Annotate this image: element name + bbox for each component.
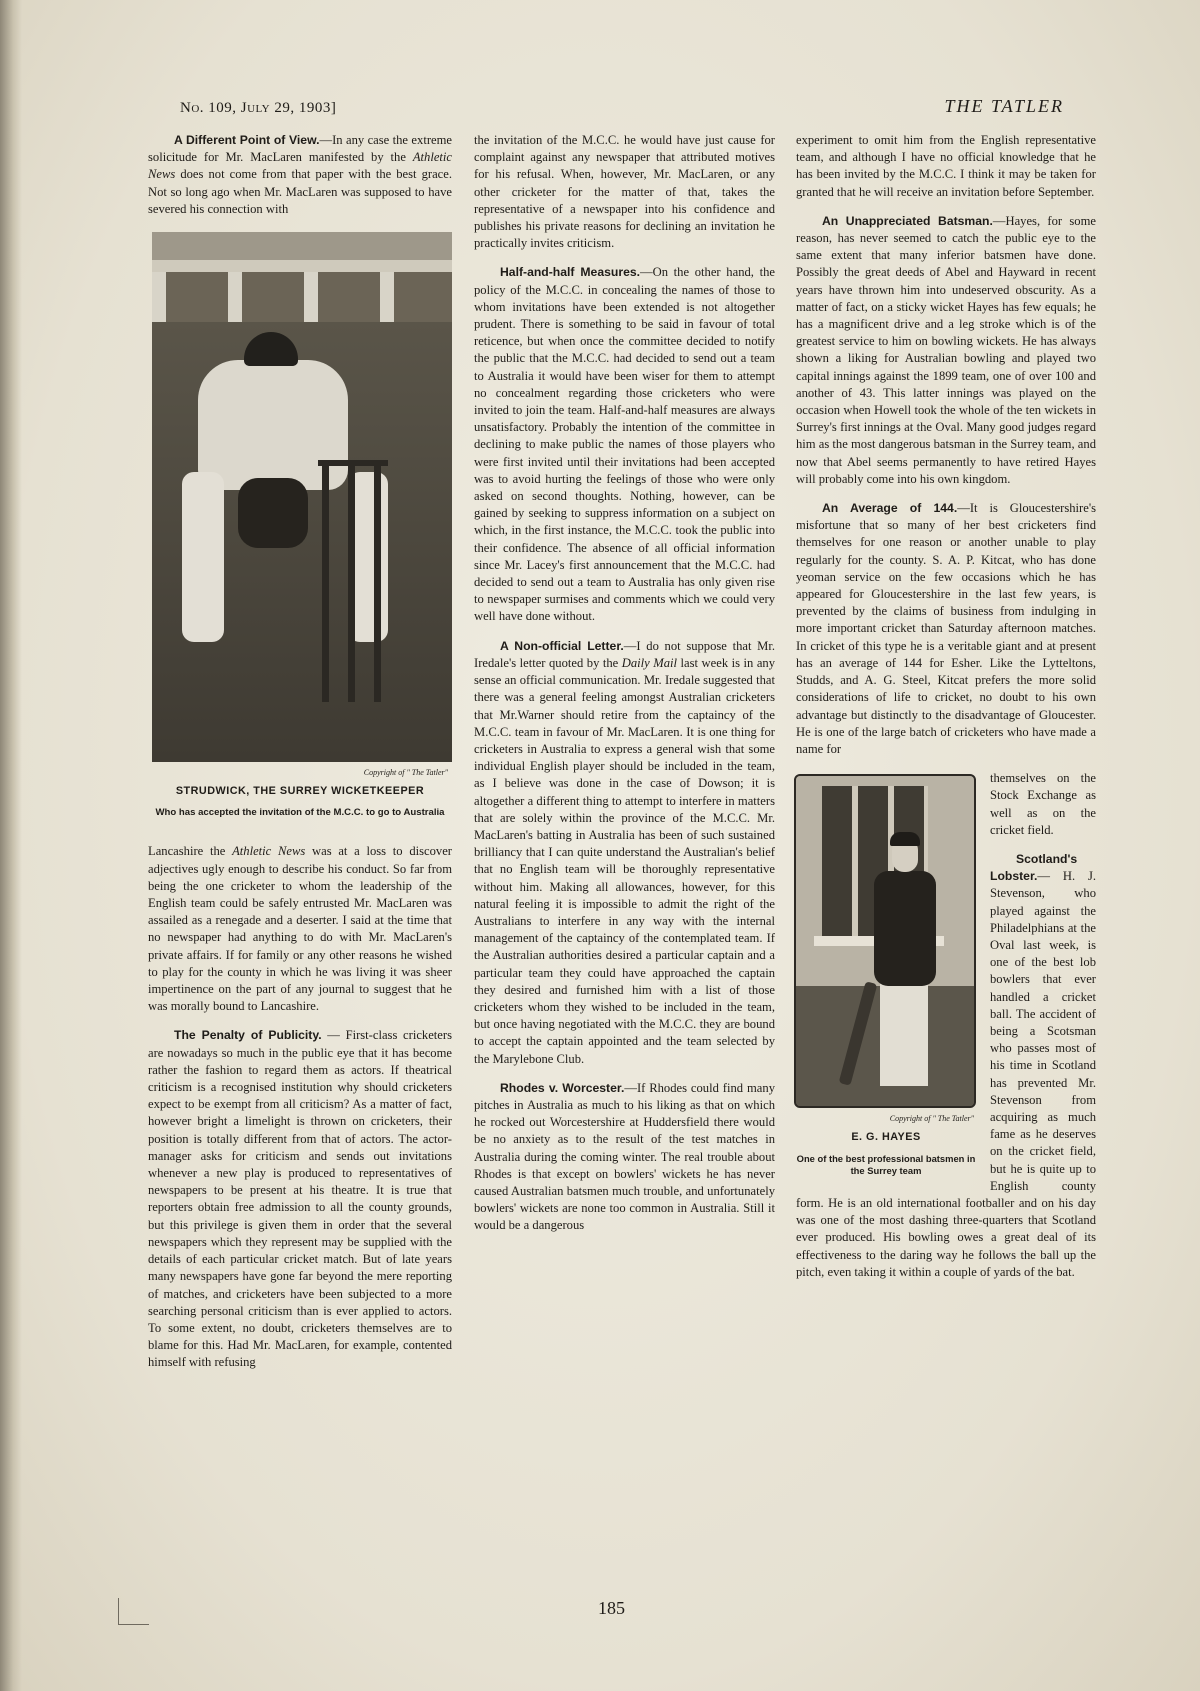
stump: [348, 462, 355, 702]
stump: [374, 462, 381, 702]
paragraph-non-official-letter: A Non-official Letter.—I do not suppose that Mr. Iredale's letter quoted by the Daily Mail last week is in any sense an official communication. Mr. Iredale suggested that there was a general feeling amongst Australian cricketers that Mr.Warner should retire from the captaincy of the M.C.C. team in favour of Mr. MacLaren. It is one thing for cricketers in Australia to express a general wish that some individual English player should be included in the team, as I believe was done in the case of Dowson; it is altogether a different thing to attempt to interfere in matters that are solely within the province of the M.C.C. Mr. MacLaren's batting in Australia has been of such sustained brilliancy that I can quite understand the Australian's belief that no English team will be thoroughly representative without him. Making all allowances, however, for this natural feeling it is impossible to admit the right of the Australians to interfere in any way with the internal management of the captaincy of the contemplated team. If the Australian authorities desired a particular captain and a particular team they could have approached the captain they desired and furnished him with a list of those cricketers whom they wished to be included in the team, but once having negotiated with the M.C.C. they are bound to accept the captain appointed and the team selected by the Marylebone Club.: [474, 638, 775, 1066]
leg-pad: [182, 472, 224, 642]
issue-line: No. 109, July 29, 1903]: [180, 100, 337, 116]
column-2: [474, 132, 775, 1247]
cricket-cap: [890, 832, 920, 846]
strudwick-photo: [152, 232, 452, 762]
column-3: [796, 132, 1096, 1293]
page-binding-edge: [0, 0, 22, 1691]
stump: [322, 462, 329, 702]
publication-name: Athletic News: [148, 150, 452, 182]
paragraph-unappreciated-batsman: An Unappreciated Batsman.—Hayes, for some reason, has never seemed to catch the public eye to the same extent that many inferior batsmen have done. Possibly the great deeds of Abel and Hayward in recent years have thrown him into undeserved obscurity. As a matter of fact, on a sticky wicket Hayes has few equals; he has a magnificent drive and a leg stroke which is of the greatest service to him on bowling wickets. He has always shown a liking for Australian bowling and played two capital innings against the 1899 team, one of over 100 and another of 43. This latter innings was played on the occasion when Howell took the whole of the ten wickets in Surrey's first innings at the Oval. Many good judges regard him as the most dangerous batsman in the Surrey team, and now that Abel seems permanently to have retired Hayes will probably come into his own kingdom.: [796, 213, 1096, 486]
wicketkeeping-gloves: [238, 478, 308, 548]
hayes-photo-block: [794, 774, 978, 1176]
section-lead: A Non-official Letter.: [500, 638, 624, 653]
photo-caption-title: E. G. HAYES: [851, 1131, 921, 1144]
photo-caption-title: STRUDWICK, THE SURREY WICKETKEEPER: [175, 785, 425, 798]
paragraph-average-of-144: An Average of 144.—It is Gloucestershire's misfortune that so many of her best cricketers find themselves for one reason or another unable to play regularly for the county. S. A. P. Kitcat, who has done yeoman service on the few occasions which he has appeared for Gloucestershire in the last few years, is prevented by the claims of business from indulging in more important cricket than Saturday afternoon matches. In cricket of this type he is a veritable giant and at present has an average of 144 for Esher. Like the Lytteltons, Studds, and A. G. Steel, Kitcat prefers the more solid considerations of life to cricket, no doubt to his own advantage but distinctly to the disadvantage of Gloucester. He is one of the large batch of cricketers who have made a name for: [796, 501, 1096, 756]
section-lead: Half-and-half Measures.: [500, 265, 641, 280]
photo-credit: Copyright of " The Tatler": [363, 768, 448, 778]
paragraph-continued: the invitation of the M.C.C. he would have just cause for complaint against any newspaper that attributed motives for his refusal. When, however, Mr. MacLaren, or any other cricketer for the matter of that, takes the representative of a newspaper into his confidence and publishes his private reasons for declining an invitation he practically invites criticism.: [474, 133, 775, 251]
corner-mark: [118, 1598, 149, 1625]
section-lead: A Different Point of View.: [174, 133, 320, 147]
paragraph-half-and-half-measures: Half-and-half Measures.—On the other hand, the policy of the M.C.C. in concealing the names of those to whom invitations have been extended is not altogether prudent. There is something to be said in favour of total reticence, but when once the committee decided to notify the public that the M.C.C. had decided to send out a team to Australia it would have been wiser for them to attempt no concealment regarding those cricketers who were invited to join the team. Half-and-half measures are always unsatisfactory. Probably the intention of the committee in declining to make public the names of those players who were first invited until their invitations had been accepted was to avoid hurting the feelings of those who were only asked on second thoughts. Nothing, however, can be gained by seeking to suppress information on a subject on which, in the first instance, the M.C.C. took the public into their confidence. The absence of all official information since Mr. Lacey's first announcement that the M.C.C. had decided to send out a team to Australia has only given rise to newspaper surmises and comments which we could very well have done without.: [474, 265, 775, 624]
section-lead: Scotland's Lobster.: [990, 851, 1078, 884]
section-lead: An Average of 144.: [822, 501, 958, 516]
column-1: [148, 132, 452, 1384]
photo-caption-subtitle: One of the best professional batsmen in the Surrey team: [796, 1152, 976, 1176]
paragraph-different-point-of-view: A Different Point of View.—In any case the extreme solicitude for Mr. MacLaren manifested by the Athletic News does not come from that paper with the best grace. Not so long ago when Mr. MacLaren was supposed to have severed his connection with: [148, 133, 452, 216]
paragraph-rhodes-v-worcester: Rhodes v. Worcester.—If Rhodes could find many pitches in Australia as much to his liking as that on which he rocked out Worcestershire at Huddersfield there would be no anxiety as to the result of the test matches in Australia during the coming winter. The real trouble about Rhodes is that except on bowlers' wickets he has never caused Australian batsmen much trouble, and unfortunately bowlers' wickets are none too common in Australia. Still it would be a dangerous: [474, 1080, 775, 1233]
hayes-photo: [794, 774, 976, 1108]
paragraph-continued: Lancashire the Athletic News was at a loss to discover adjectives ugly enough to describe his conduct. So far from being the one cricketer to whom the leadership of the English team could be safely entrusted Mr. MacLaren was assailed as a renegade and a deserter. I said at the time that no newspaper had anything to do with Mr. MacLaren's private affairs. If for family or any other reasons he wished to play for the county in which he was living it was sheer impertinence on the part of any journal to suggest that he was morally bound to Lancashire.: [148, 844, 452, 1014]
bails: [318, 460, 388, 466]
paragraph-penalty-of-publicity: The Penalty of Publicity. — First-class cricketers are nowadays so much in the public eye that it has become rather the fashion to regard them as actors. If theatrical criticism is a recognised institution why should cricketers expect to be exempt from all criticism? As a matter of fact, however bright a limelight is thrown on cricketers, their position is totally different from that of actors. The actor-manager asks for criticism and sends out invitations whenever a new play is produced to representatives of newspapers to be present at his theatre. It is true that reporters obtain free admission to all the county grounds, but this privilege is given them in order that the several newspapers which they represent may be supplied with the details of each particular cricket match. But of late years many newspapers have gone far beyond the mere reporting of matches, and cricketers have been subjected to a more searching personal criticism than is ever applied to actors. To some extent, no doubt, cricketers themselves are to blame for this. Had Mr. MacLaren, for example, contented himself with refusing: [148, 1028, 452, 1370]
photo-caption-subtitle: Who has accepted the invitation of the M.C.C. to go to Australia: [155, 807, 445, 819]
page-number: 185: [598, 1598, 625, 1618]
section-lead: The Penalty of Publicity.: [174, 1028, 322, 1043]
magazine-title: THE TATLER: [944, 96, 1064, 116]
paragraph-continued: themselves on the Stock Exchange as well as on the cricket field.: [990, 771, 1096, 837]
publication-name: Athletic News: [232, 844, 306, 859]
section-lead: Rhodes v. Worcester.: [500, 1080, 625, 1095]
batsman-figure: [874, 871, 936, 986]
paragraph-continued: experiment to omit him from the English representative team, and although I have no official knowledge that he has been invited by the M.C.C. I think it may be taken for granted that he will receive an invitation before September.: [796, 133, 1096, 199]
paragraph-scotlands-lobster: Scotland's Lobster.— H. J. Stevenson, who played against the Philadelphians at the Oval last week, is one of the best lob bowlers that ever handled a cricket ball. The accident of being a Scotsman who passes most of his time in Scotland has prevented Mr. Stevenson from acquiring as much fame as he deserves on the cricket field, but he is quite up to English county form. He is an old international footballer and on his day was one of the most dashing three-quarters that Scotland ever produced. His bowling owes a great deal of its effectiveness to the daring way he follows the ball up the pitch, even taking it within a couple of yards of the bat.: [796, 851, 1096, 1279]
publication-name: Daily Mail: [621, 655, 678, 670]
section-lead: An Unappreciated Batsman.: [822, 213, 993, 228]
photo-credit: Copyright of " The Tatler": [889, 1114, 974, 1124]
